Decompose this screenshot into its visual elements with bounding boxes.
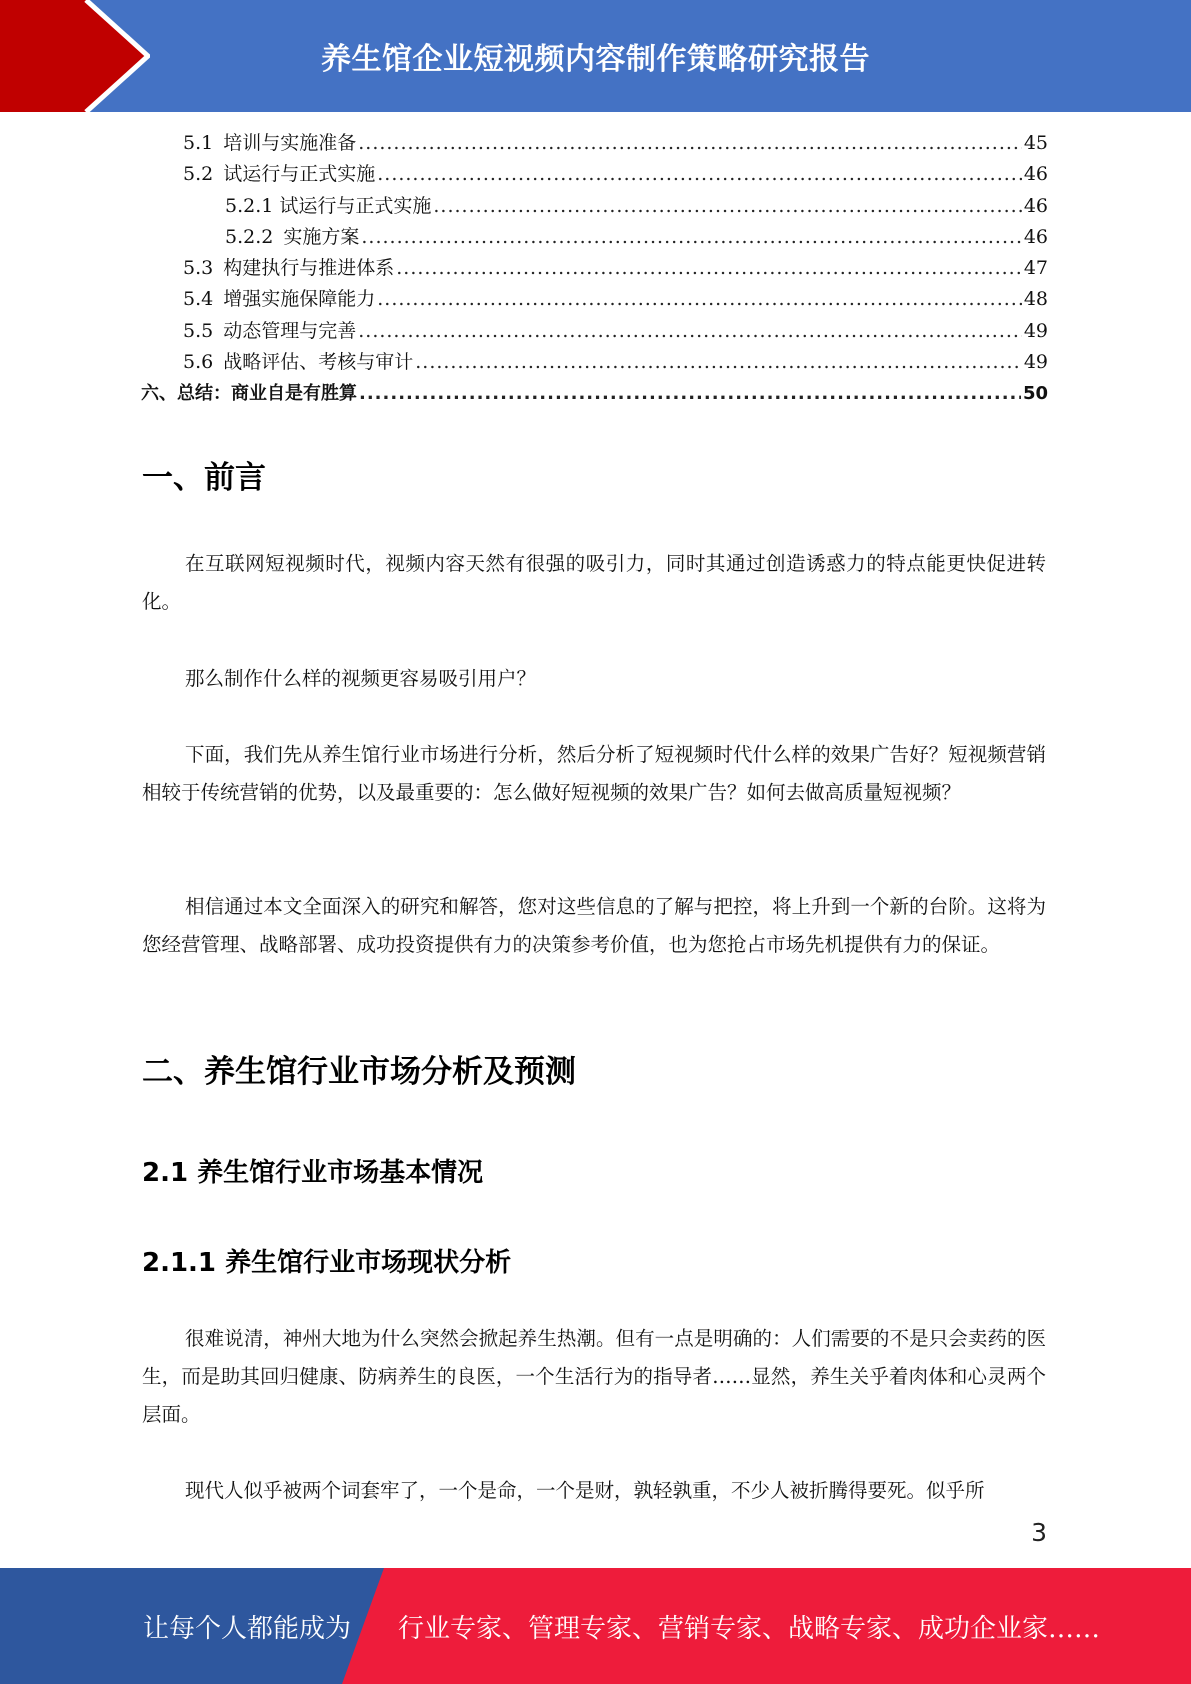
toc-entry-page: 47 bbox=[1023, 257, 1048, 280]
toc-leader-dots bbox=[377, 159, 1022, 190]
toc-entry-label: 战略评估、考核与审计 bbox=[223, 351, 414, 374]
toc-entry-5-6[interactable] bbox=[141, 347, 1048, 378]
toc-leader-dots bbox=[415, 347, 1022, 378]
toc-leader-dots bbox=[358, 316, 1022, 347]
toc-entry-page: 46 bbox=[1023, 225, 1048, 248]
page-number: 3 bbox=[1031, 1518, 1047, 1547]
toc-entry-label: 动态管理与完善 bbox=[223, 319, 357, 342]
toc-leader-dots bbox=[358, 128, 1022, 159]
toc-entry-number: 5.2 bbox=[183, 163, 214, 186]
toc-leader-dots bbox=[359, 378, 1021, 409]
document-title: 养生馆企业短视频内容制作策略研究报告 bbox=[321, 42, 870, 77]
toc-entry-page: 46 bbox=[1023, 163, 1048, 186]
paragraph: 很难说清，神州大地为什么突然会掀起养生热潮。但有一点是明确的：人们需要的不是只会卖药的医生，而是助其回归健康、防病养生的良医，一个生活行为的指导者……显然，养生关乎着肉体和心灵两个层面。 bbox=[142, 1327, 1046, 1426]
subsection-heading-2-1: 2.1 养生馆行业市场基本情况 bbox=[142, 1158, 484, 1188]
section-heading-preface: 一、前言 bbox=[142, 460, 266, 496]
toc-entry-label: 试运行与正式实施 bbox=[279, 194, 432, 217]
toc-entry-number: 5.4 bbox=[183, 288, 214, 311]
toc-leader-dots bbox=[361, 222, 1021, 253]
toc-entry-label: 培训与实施准备 bbox=[223, 132, 357, 154]
toc-entry-page: 49 bbox=[1023, 351, 1048, 374]
toc-leader-dots bbox=[396, 253, 1022, 284]
paragraph: 相信通过本文全面深入的研究和解答，您对这些信息的了解与把控，将上升到一个新的台阶。这将为您经营管理、战略部署、成功投资提供有力的决策参考价值，也为您抢占市场先机提供有力的保证。 bbox=[142, 895, 1046, 956]
paragraph: 在互联网短视频时代，视频内容天然有很强的吸引力，同时其通过创造诱惑力的特点能更快促进转化。 bbox=[142, 552, 1046, 613]
toc-entry-number: 5.3 bbox=[183, 257, 214, 280]
toc-entry-label: 试运行与正式实施 bbox=[223, 163, 376, 186]
toc-entry-5-1[interactable] bbox=[141, 128, 1048, 159]
toc-entry-label: 总结：商业自是有胜算 bbox=[177, 383, 357, 405]
toc-entry-5-3[interactable] bbox=[141, 253, 1048, 284]
toc-entry-5-2-1[interactable] bbox=[141, 191, 1048, 222]
header-chevron-icon bbox=[0, 0, 150, 112]
section-heading-market-analysis: 二、养生馆行业市场分析及预测 bbox=[142, 1054, 576, 1090]
toc-entry-page: 48 bbox=[1023, 288, 1048, 311]
toc-entry-5-2[interactable] bbox=[141, 159, 1048, 190]
toc-entry-5-4[interactable] bbox=[141, 284, 1048, 315]
toc-entry-label: 增强实施保障能力 bbox=[223, 288, 376, 311]
toc-entry-page: 46 bbox=[1023, 194, 1048, 217]
toc-leader-dots bbox=[377, 284, 1022, 315]
toc-leader-dots bbox=[433, 191, 1021, 222]
toc-entry-number: 5.2.1 bbox=[225, 194, 274, 217]
toc-entry-label: 实施方案 bbox=[283, 225, 360, 248]
footer-slogan-left: 让每个人都能成为 bbox=[143, 1613, 352, 1644]
toc-entry-5-5[interactable] bbox=[141, 316, 1048, 347]
paragraph: 那么制作什么样的视频更容易吸引用户？ bbox=[185, 667, 537, 690]
table-of-contents bbox=[141, 128, 1048, 410]
footer-slogan-right: 行业专家、管理专家、营销专家、战略专家、成功企业家…… bbox=[398, 1613, 1101, 1644]
paragraph: 现代人似乎被两个词套牢了，一个是命，一个是财，孰轻孰重，不少人被折腾得要死。似乎所 bbox=[185, 1479, 985, 1502]
page-footer bbox=[0, 1568, 1191, 1684]
toc-entry-number: 5.1 bbox=[183, 132, 214, 154]
toc-entry-label: 构建执行与推进体系 bbox=[223, 257, 395, 280]
toc-entry-number: 5.2.2 bbox=[225, 225, 274, 248]
toc-entry-page: 45 bbox=[1023, 132, 1048, 154]
paragraph: 下面，我们先从养生馆行业市场进行分析，然后分析了短视频时代什么样的效果广告好？短视频营销相较于传统营销的优势，以及最重要的：怎么做好短视频的效果广告？如何去做高质量短视频？ bbox=[142, 743, 1046, 804]
toc-entry-6[interactable] bbox=[141, 378, 1048, 409]
toc-entry-number: 六、 bbox=[141, 383, 177, 405]
subsection-heading-2-1-1: 2.1.1 养生馆行业市场现状分析 bbox=[142, 1248, 512, 1278]
toc-entry-page: 50 bbox=[1022, 383, 1048, 405]
toc-entry-5-2-2[interactable] bbox=[141, 222, 1048, 253]
toc-entry-number: 5.5 bbox=[183, 319, 214, 342]
page-header bbox=[0, 0, 1191, 112]
toc-entry-page: 49 bbox=[1023, 319, 1048, 342]
toc-entry-number: 5.6 bbox=[183, 351, 214, 374]
